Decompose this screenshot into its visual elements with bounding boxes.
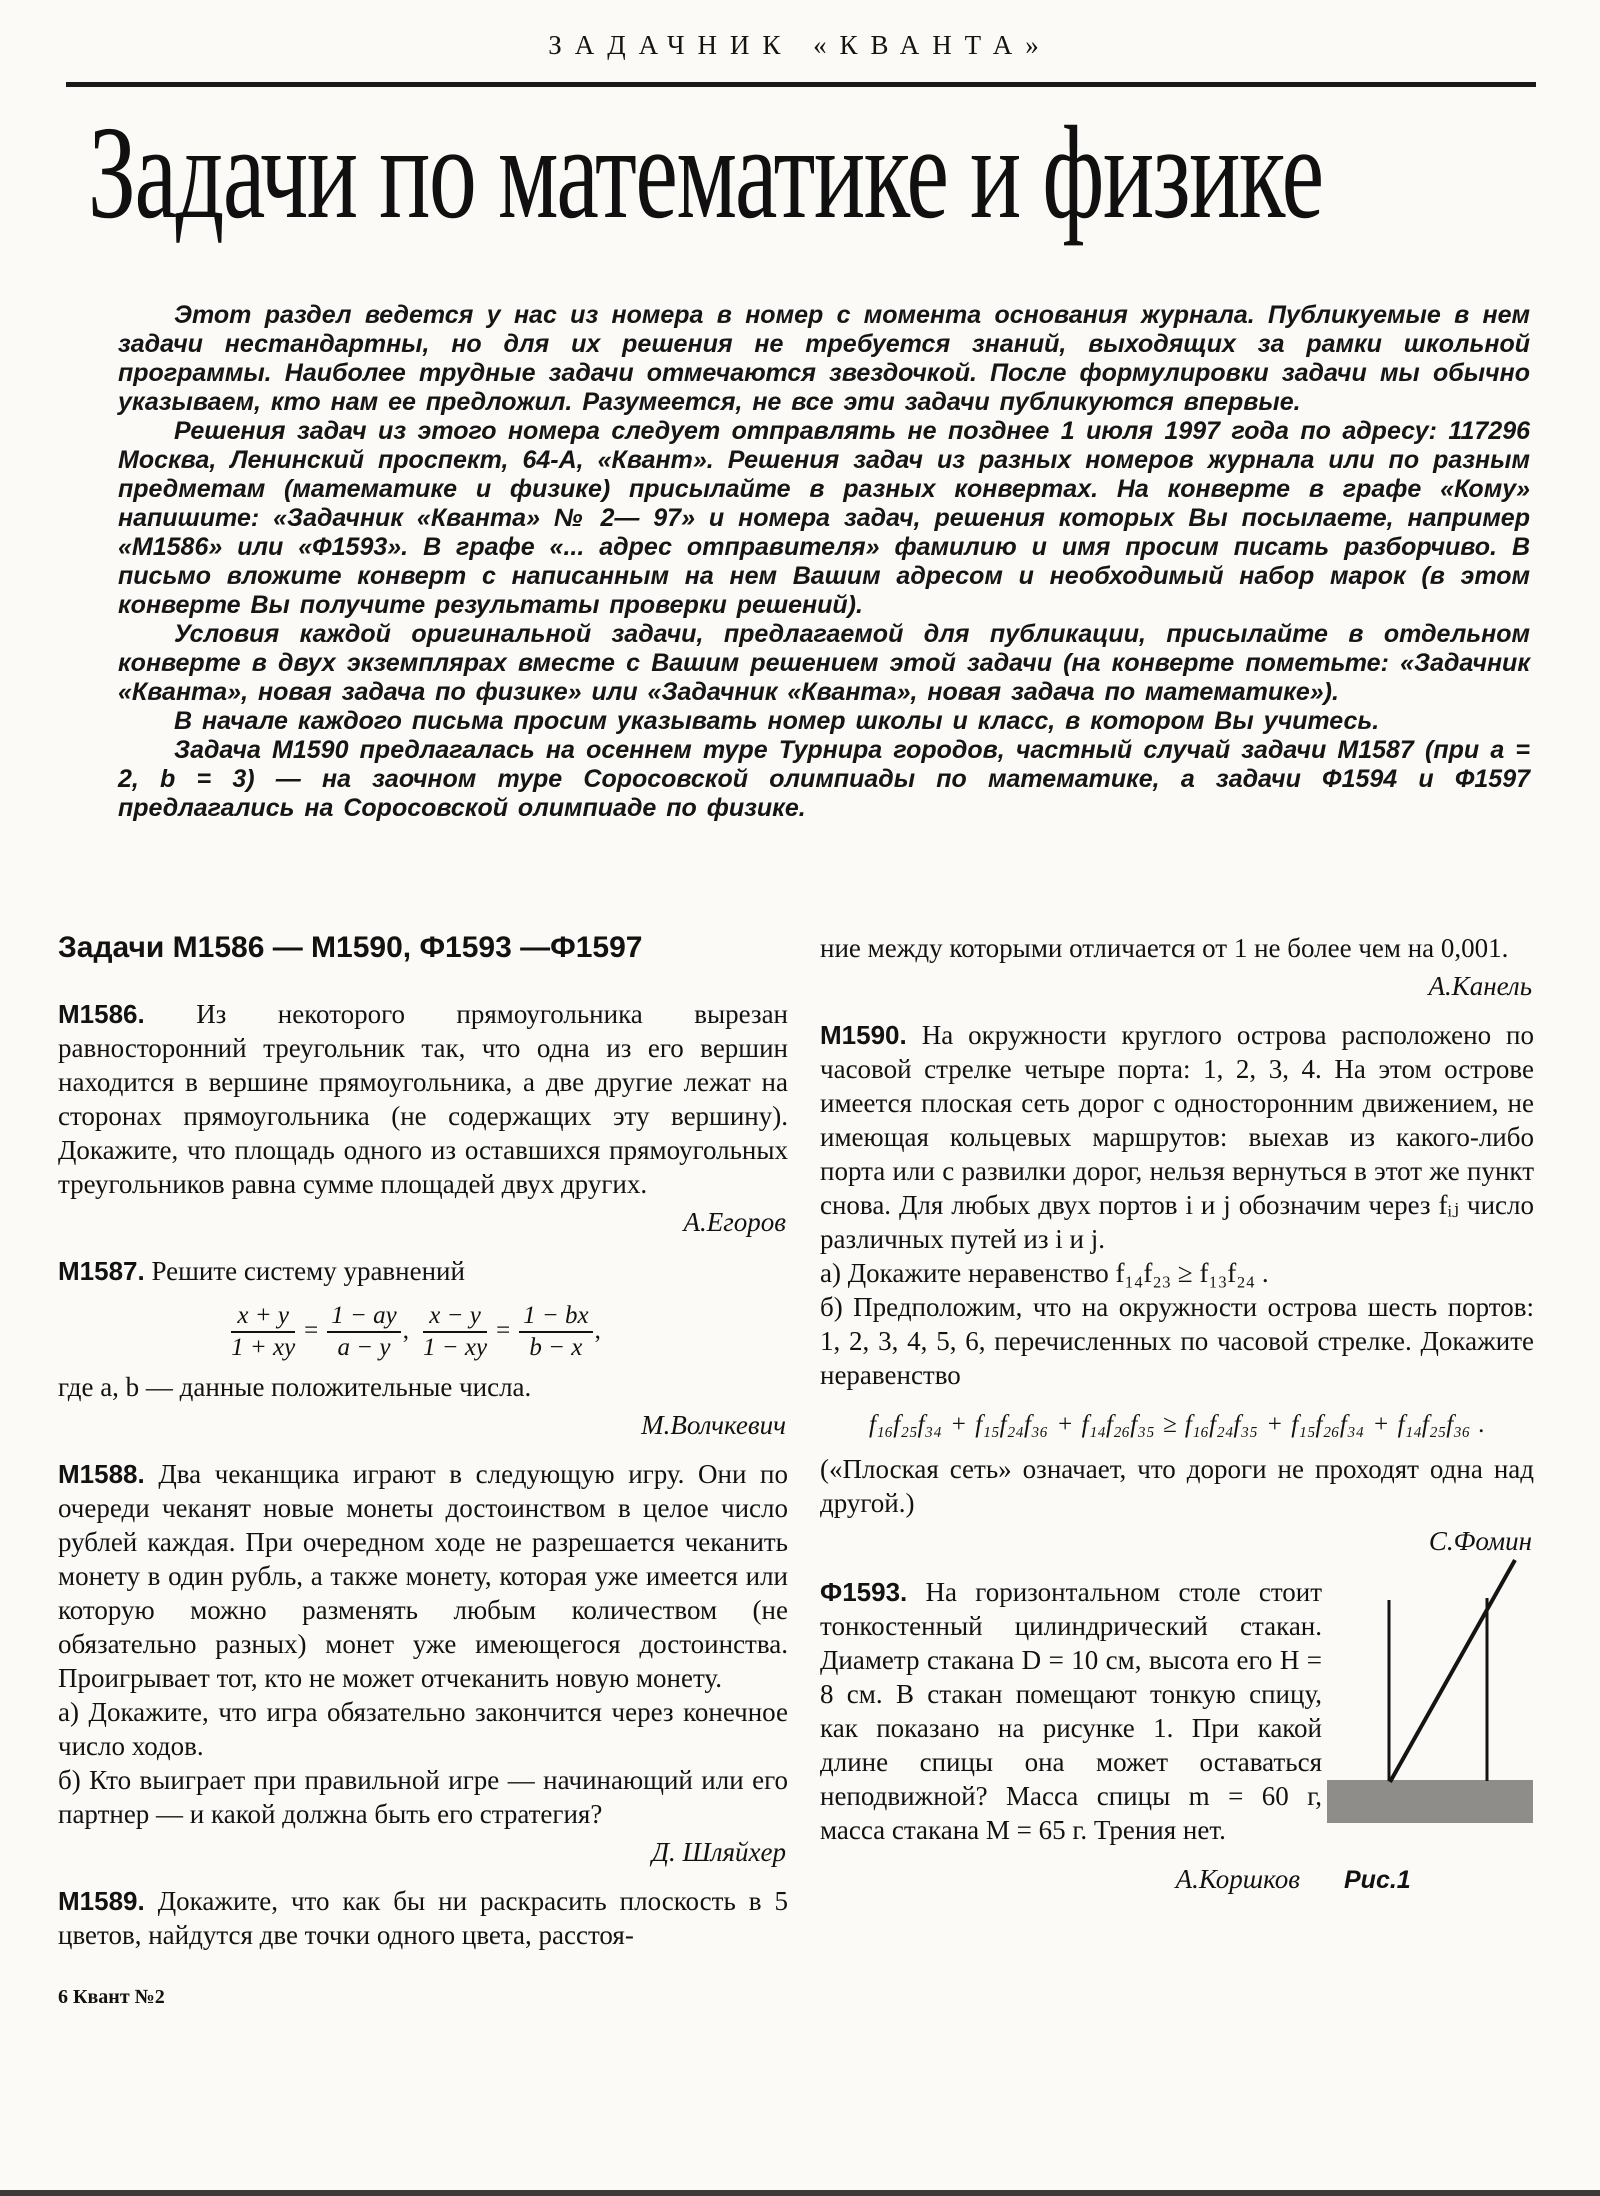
table-surface [1327, 1780, 1533, 1823]
problem-m1589-text: Докажите, что как бы ни раскрасить плоскость в 5 цветов, найдутся две точки одного цвета, расстоя- [58, 1886, 788, 1950]
fraction-numerator: 1 − bx [519, 1302, 592, 1333]
problem-f1593-text: На горизонтальном столе стоит тонкостенный цилиндрический стакан. Диаметр стакана D = 10 см, высота его H = 8 см. В стакан помещают тонкую спицу, как показано на рисунке 1. При какой длине спицы она может оставаться неподвижной? Масса спицы m = 60 г, масса стакана M = 65 г. Трения нет. [820, 1577, 1323, 1845]
fraction-numerator: 1 − ay [327, 1302, 400, 1333]
author-shleicher: Д. Шляйхер [651, 1837, 786, 1867]
problem-m1590-item-a: а) Докажите неравенство f₁₄f₂₃ ≥ f₁₃f₂₄ . [820, 1258, 1269, 1288]
author-volchkevich: М.Волчкевич [641, 1410, 786, 1440]
author-egorov: А.Егоров [683, 1207, 786, 1237]
problem-m1587 [58, 1254, 788, 1288]
equals-sign: = [304, 1316, 319, 1344]
problem-m1590 [820, 1018, 1534, 1256]
problem-m1587-label: М1587. [58, 1256, 145, 1286]
problem-m1586-label: М1586. [58, 999, 145, 1029]
problem-f1593-paragraph [820, 1575, 1322, 1847]
fraction-denominator: 1 − xy [423, 1334, 488, 1361]
fraction [327, 1302, 400, 1362]
problem-m1590-text: На окружности круглого острова расположено по часовой стрелке четыре порта: 1, 2, 3, 4. На этом острове имеется плоская сеть дорог с односторонним движением, не имеющая кольцевых маршрутов: выехав из какого-либо порта или с развилки дорог, нельзя вернуться в этот же пункт снова. Для любых двух портов i и j обозначим через fᵢⱼ число различных путей из i и j. [820, 1020, 1534, 1254]
comma: , [594, 1316, 601, 1344]
problem-m1587-tail: где a, b — данные положительные числа. [58, 1372, 532, 1402]
fraction [519, 1302, 592, 1362]
intro-paragraph-2: Решения задач из этого номера следует отправлять не позднее 1 июля 1997 года по адресу: 117296 Москва, Ленинский проспект, 64-А, «Квант». Решения задач из разных номеров журнала или по разным предметам (математике и физике) присылайте в разных конвертах. На конверте в графе «Кому» напишите: «Задачник «Кванта» № 2— 97» и номера задач, решения которых Вы посылаете, например «М1586» или «Ф1593». В графе «... адрес отправителя» фамилию и имя просим писать разборчиво. В письмо вложите конверт с написанным на нем Вашим адресом и необходимый набор марок (в этом конверте Вы получите результаты проверки решений). [118, 417, 1530, 619]
right-column [820, 931, 1534, 2014]
problems-range-heading: Задачи М1586 — М1590, Ф1593 —Ф1597 [58, 931, 643, 964]
problem-m1588-item-b: б) Кто выиграет при правильной игре — начинающий или его партнер — и какой должна быть его стратегия? [58, 1765, 788, 1829]
fraction-denominator: b − x [529, 1334, 583, 1361]
intro-block [118, 301, 1530, 823]
problem-m1587-text: Решите систему уравнений [151, 1256, 465, 1286]
problem-m1589-continuation: ние между которыми отличается от 1 не более чем на 0,001. [820, 933, 1509, 963]
author-fomin: С.Фомин [1428, 1526, 1532, 1556]
header-divider [66, 82, 1536, 87]
figure-1-glass-and-spoke [1326, 1559, 1534, 1825]
problem-f1593-block [820, 1575, 1534, 1847]
intro-paragraph-4: В начале каждого письма просим указывать номер школы и класс, в котором Вы учитесь. [174, 707, 1380, 735]
page-footer-mark: 6 Квант №2 [58, 1986, 165, 2008]
author-korshkov: А.Коршков [1175, 1864, 1300, 1894]
problem-m1588-item-a: а) Докажите, что игра обязательно закончится через конечное число ходов. [58, 1697, 788, 1761]
problem-f1593 [820, 1575, 1322, 1847]
intro-paragraph-3: Условия каждой оригинальной задачи, предлагаемой для публикации, присылайте в отдельном конверте в двух экземплярах вместе с Вашим решением этой задачи (на конверте пометьте: «Задачник «Кванта», новая задача по физике» или «Задачник «Кванта», новая задача по математике»). [118, 620, 1530, 706]
fraction [423, 1302, 487, 1362]
page-bottom-edge [0, 2190, 1600, 2196]
figure-1-caption: Рис.1 [1344, 1866, 1411, 1894]
problem-m1590-item-b: б) Предположим, что на окружности острова шесть портов: 1, 2, 3, 4, 5, 6, перечисленных по часовой стрелке. Докажите неравенство [820, 1292, 1534, 1390]
left-column [58, 931, 788, 2014]
author-kanel: А.Канель [1428, 971, 1532, 1001]
m1590-inequality-formula: f₁₆f₂₅f₃₄ + f₁₅f₂₄f₃₆ + f₁₄f₂₆f₃₅ ≥ f₁₆f₂₄f₃₅ + f₁₅f₂₆f₃₄ + f₁₄f₂₅f₃₆ . [868, 1411, 1486, 1438]
problem-m1586-text: Из некоторого прямоугольника вырезан равносторонний треугольник так, что одна из его вершин находится в вершине прямоугольника, а две другие лежат на сторонах прямоугольника (не содержащих эту вершину). Докажите, что площадь одного из оставшихся прямоугольных треугольников равна сумме площадей двух других. [58, 999, 789, 1199]
intro-paragraph-1: Этот раздел ведется у нас из номера в номер с момента основания журнала. Публикуемые в нем задачи нестандартны, но для их решения не требуется знаний, выходящих за рамки школьной программы. Наиболее трудные задачи отмечаются звездочкой. После формулировки задачи мы обычно указываем, кто нам ее предложил. Разумеется, не все эти задачи публикуются впервые. [118, 301, 1530, 416]
problem-m1588-label: М1588. [58, 1459, 145, 1489]
problems-columns [58, 931, 1534, 2014]
fraction-denominator: 1 + xy [231, 1334, 296, 1361]
fraction-numerator: x − y [423, 1302, 487, 1333]
spoke-line [1390, 1560, 1515, 1782]
problem-m1589-label: М1589. [58, 1886, 145, 1916]
problem-m1588-text: Два чеканщика играют в следующую игру. Они по очереди чеканят новые монеты достоинством в целое число рублей каждая. При очередном ходе не разрешается чеканить монету в один рубль, а также монету, которая уже имеется или которую можно разменять любым количеством (не обязательно разных) монет уже имеющегося достоинства. Проигрывает тот, кто не может отчеканить новую монету. [58, 1459, 788, 1693]
equals-sign: = [496, 1316, 511, 1344]
m1587-equation-system [58, 1302, 788, 1362]
comma: , [402, 1316, 409, 1344]
problem-m1588 [58, 1457, 788, 1695]
problem-m1589 [58, 1884, 788, 1952]
title-block [88, 91, 1600, 275]
section-header: ЗАДАЧНИК «КВАНТА» [548, 30, 1052, 60]
fraction-numerator: x + y [231, 1302, 295, 1333]
f1593-caption-row [820, 1863, 1534, 1897]
fraction [231, 1302, 295, 1362]
problem-m1590-label: М1590. [820, 1020, 907, 1050]
problem-f1593-label: Ф1593. [820, 1577, 908, 1607]
intro-paragraph-5: Задача М1590 предлагалась на осеннем туре Турнира городов, частный случай задачи М1587 (при a = 2, b = 3) — на заочном туре Соросовской олимпиады по математике, а задачи Ф1594 и Ф1597 предлагались на Соросовской олимпиаде по физике. [118, 736, 1530, 822]
problem-m1586 [58, 997, 788, 1201]
page-title: Задачи по математике и физике [88, 98, 1323, 246]
problem-m1590-note: («Плоская сеть» означает, что дороги не проходят одна над другой.) [820, 1454, 1534, 1518]
fraction-denominator: a − y [337, 1334, 391, 1361]
